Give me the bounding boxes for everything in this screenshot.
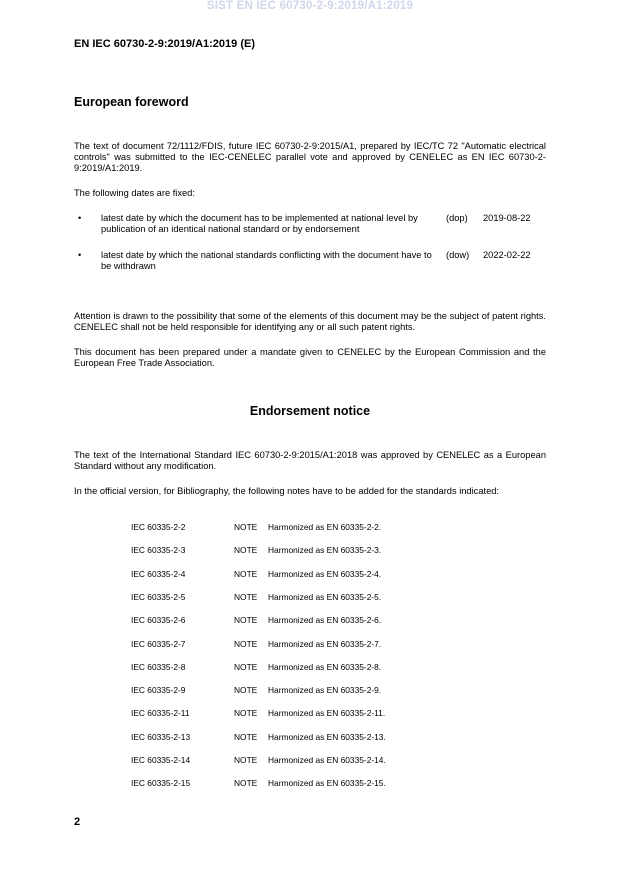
endorsement-paragraph-2: In the official version, for Bibliography, the following notes have to be added for the standards indicated: [74,486,499,496]
watermark: SIST EN IEC 60730-2-9:2019/A1:2019 [206,0,414,12]
note-label: NOTE [234,755,258,765]
note-standard: IEC 60335-2-11 [131,708,190,719]
note-label: NOTE [234,638,258,649]
note-label: NOTE [234,778,258,789]
note-text: Harmonized as EN 60335-2-4. [268,568,382,579]
note-text: Harmonized as EN 60335-2-11. [268,708,386,719]
date-item-abbr: (dow) [446,250,470,260]
note-text: Harmonized as EN 60335-2-3. [268,545,382,556]
note-standard: IEC 60335-2-5 [131,591,186,602]
note-standard: IEC 60335-2-7 [131,638,186,649]
date-item-date: 2022-02-22 [483,250,531,260]
note-text: Harmonized as EN 60335-2-8. [268,661,382,672]
note-text: Harmonized as EN 60335-2-5. [268,591,382,602]
note-label: NOTE [234,545,258,556]
note-text: Harmonized as EN 60335-2-2. [268,522,382,532]
note-standard: IEC 60335-2-3 [131,545,186,556]
note-standard: IEC 60335-2-14 [131,755,191,765]
note-text: Harmonized as EN 60335-2-14. [268,755,386,765]
note-standard: IEC 60335-2-9 [131,685,186,696]
bullet-icon: • [78,213,82,223]
note-standard: IEC 60335-2-8 [131,661,186,672]
endorsement-paragraph-1: The text of the International Standard IEC 60730-2-9:2015/A1:2018 was approved by CENELEC as a European Standard without any modification. [74,450,546,472]
note-standard: IEC 60335-2-15 [131,778,191,789]
note-label: NOTE [234,591,258,602]
note-text: Harmonized as EN 60335-2-6. [268,615,382,626]
note-text: Harmonized as EN 60335-2-7. [268,638,382,649]
note-text: Harmonized as EN 60335-2-9. [268,685,382,696]
note-label: NOTE [234,615,258,626]
note-label: NOTE [234,522,258,532]
note-standard: IEC 60335-2-4 [131,568,186,579]
date-item-text: latest date by which the document has to be implemented at national level by publication of an identical national standard or by endorsement [101,213,418,235]
foreword-paragraph-1: The text of document 72/1112/FDIS, future IEC 60730-2-9:2015/A1, prepared by IEC/TC 72 "Automatic electrical controls" was submitted to the IEC-CENELEC parallel vote and approved by CENELEC as EN IEC 60730-2-9:2019/A1:2019. [74,141,546,174]
foreword-paragraph-2: Attention is drawn to the possibility that some of the elements of this document may be the subject of patent rights. CENELEC shall not be held responsible for identifying any or all such patent rights. [74,311,546,333]
date-item-abbr: (dop) [446,213,468,223]
note-label: NOTE [234,661,258,672]
note-label: NOTE [234,708,258,719]
note-text: Harmonized as EN 60335-2-15. [268,778,386,789]
note-standard: IEC 60335-2-13 [131,731,191,742]
note-label: NOTE [234,731,258,742]
note-text: Harmonized as EN 60335-2-13. [268,731,386,742]
note-standard: IEC 60335-2-2 [131,522,186,532]
foreword-paragraph-3: This document has been prepared under a mandate given to CENELEC by the European Commission and the European Free Trade Association. [74,347,546,369]
dates-intro: The following dates are fixed: [74,188,195,198]
endorsement-title: Endorsement notice [249,404,371,418]
note-label: NOTE [234,568,258,579]
foreword-title: European foreword [74,95,189,109]
note-label: NOTE [234,685,258,696]
date-item-date: 2019-08-22 [483,213,531,223]
bullet-icon: • [78,250,82,260]
note-standard: IEC 60335-2-6 [131,615,186,626]
document-header: EN IEC 60730-2-9:2019/A1:2019 (E) [74,38,255,50]
page-number: 2 [74,816,81,828]
date-item-text: latest date by which the national standards conflicting with the document have to be withdrawn [101,250,432,272]
